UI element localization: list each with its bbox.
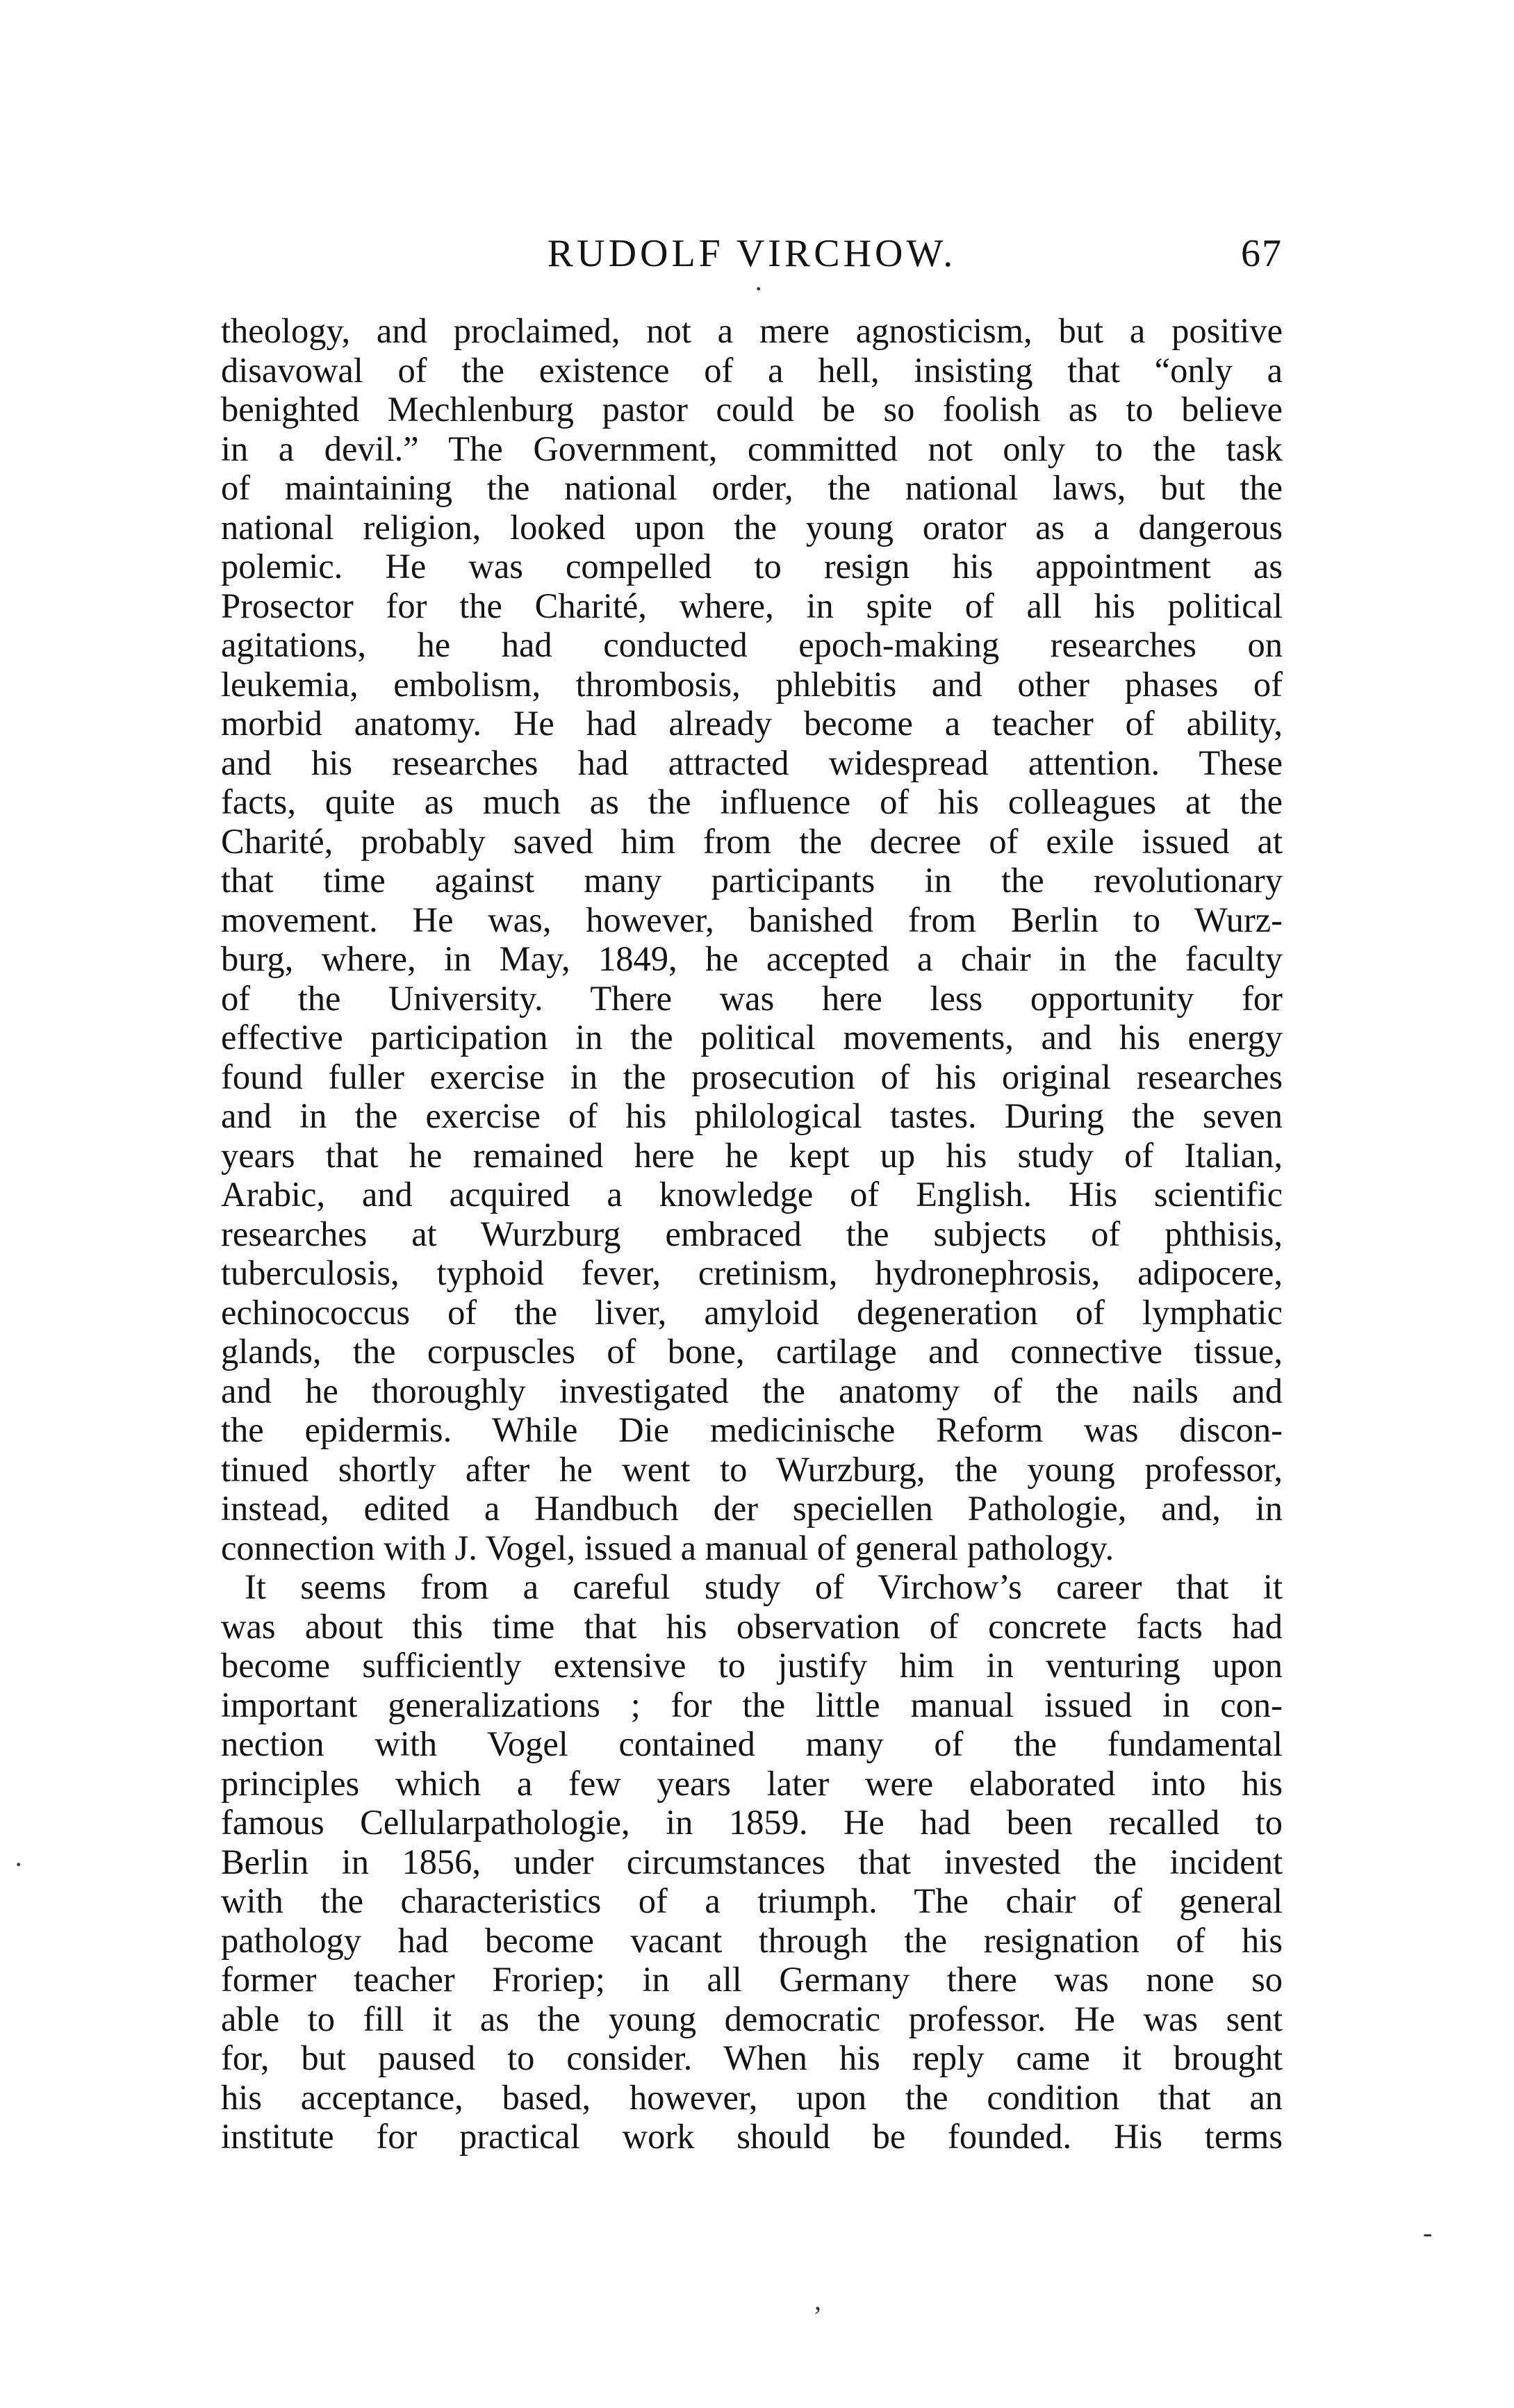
text-line: become sufficiently extensive to justify him in venturing upon <box>221 1646 1283 1685</box>
text-line: his acceptance, based, however, upon the condition that an <box>221 2077 1283 2117</box>
text-line: important generalizations ; for the little manual issued in con- <box>221 1685 1283 1724</box>
text-line: echinococcus of the liver, amyloid degeneration of lymphatic <box>221 1292 1283 1332</box>
print-speck: · <box>14 1849 24 1880</box>
text-line: effective participation in the political movements, and his energy <box>221 1018 1283 1057</box>
text-line: tinued shortly after he went to Wurzburg, the young professor, <box>221 1449 1283 1489</box>
text-line: famous Cellularpathologie, in 1859. He had been recalled to <box>221 1803 1283 1842</box>
text-line: disavowal of the existence of a hell, insisting that “only a <box>221 350 1283 390</box>
text-line: pathology had become vacant through the resignation of his <box>221 1920 1283 1960</box>
print-speck: · <box>754 273 764 304</box>
text-line: in a devil.” The Government, committed not only to the task <box>221 429 1283 468</box>
text-line: principles which a few years later were elaborated into his <box>221 1763 1283 1803</box>
text-line: with the characteristics of a triumph. The chair of general <box>221 1881 1283 1920</box>
running-title: RUDOLF VIRCHOW. <box>547 232 957 275</box>
text-line: of the University. There was here less opportunity for <box>221 978 1283 1018</box>
text-line: It seems from a careful study of Virchow’s career that it <box>245 1567 1283 1606</box>
text-line: former teacher Froriep; in all Germany there was none so <box>221 1960 1283 1999</box>
text-line: theology, and proclaimed, not a mere agnosticism, but a positive <box>221 311 1283 350</box>
text-line: that time against many participants in the revolutionary <box>221 861 1283 900</box>
text-line: and he thoroughly investigated the anatomy of the nails and <box>221 1371 1283 1410</box>
text-line: glands, the corpuscles of bone, cartilage and connective tissue, <box>221 1332 1283 1371</box>
text-line: Berlin in 1856, under circumstances that invested the incident <box>221 1842 1283 1881</box>
text-line: institute for practical work should be founded. His terms <box>221 2117 1283 2156</box>
text-line: morbid anatomy. He had already become a teacher of ability, <box>221 704 1283 743</box>
text-line: and in the exercise of his philological tastes. During the seven <box>221 1096 1283 1135</box>
text-line: benighted Mechlenburg pastor could be so foolish as to believe <box>221 390 1283 429</box>
text-line: was about this time that his observation of concrete facts had <box>221 1606 1283 1646</box>
text-line: nection with Vogel contained many of the fundamental <box>221 1724 1283 1763</box>
text-line: researches at Wurzburg embraced the subjects of phthisis, <box>221 1214 1283 1253</box>
text-line: and his researches had attracted widespread attention. These <box>221 743 1283 782</box>
text-line: Arabic, and acquired a knowledge of English. His scientific <box>221 1175 1283 1214</box>
print-speck: ’ <box>813 2300 823 2332</box>
text-line: the epidermis. While Die medicinische Reform was discon- <box>221 1410 1283 1449</box>
print-speck: - <box>1423 2217 1433 2248</box>
text-line: found fuller exercise in the prosecution of his original researches <box>221 1057 1283 1096</box>
text-line: movement. He was, however, banished from Berlin to Wurz- <box>221 900 1283 939</box>
text-line: leukemia, embolism, thrombosis, phlebitis and other phases of <box>221 664 1283 704</box>
text-line: agitations, he had conducted epoch-making researches on <box>221 625 1283 664</box>
text-line: Prosector for the Charité, where, in spite of all his political <box>221 586 1283 625</box>
text-line: facts, quite as much as the influence of his colleagues at the <box>221 782 1283 821</box>
text-line: of maintaining the national order, the national laws, but the <box>221 468 1283 507</box>
text-line: tuberculosis, typhoid fever, cretinism, hydronephrosis, adipocere, <box>221 1253 1283 1292</box>
text-line: instead, edited a Handbuch der speciellen Pathologie, and, in <box>221 1489 1283 1528</box>
text-line: burg, where, in May, 1849, he accepted a chair in the faculty <box>221 939 1283 978</box>
text-line: years that he remained here he kept up his study of Italian, <box>221 1135 1283 1175</box>
text-line: able to fill it as the young democratic professor. He was sent <box>221 1999 1283 2038</box>
text-line: national religion, looked upon the young orator as a dangerous <box>221 507 1283 547</box>
text-line: polemic. He was compelled to resign his appointment as <box>221 547 1283 586</box>
text-line: Charité, probably saved him from the decree of exile issued at <box>221 821 1283 861</box>
text-line: for, but paused to consider. When his reply came it brought <box>221 2038 1283 2077</box>
page-number: 67 <box>1241 232 1283 275</box>
body-text <box>221 311 1283 2157</box>
text-line: connection with J. Vogel, issued a manual of general pathology. <box>221 1528 1114 1567</box>
running-head <box>221 229 1283 278</box>
